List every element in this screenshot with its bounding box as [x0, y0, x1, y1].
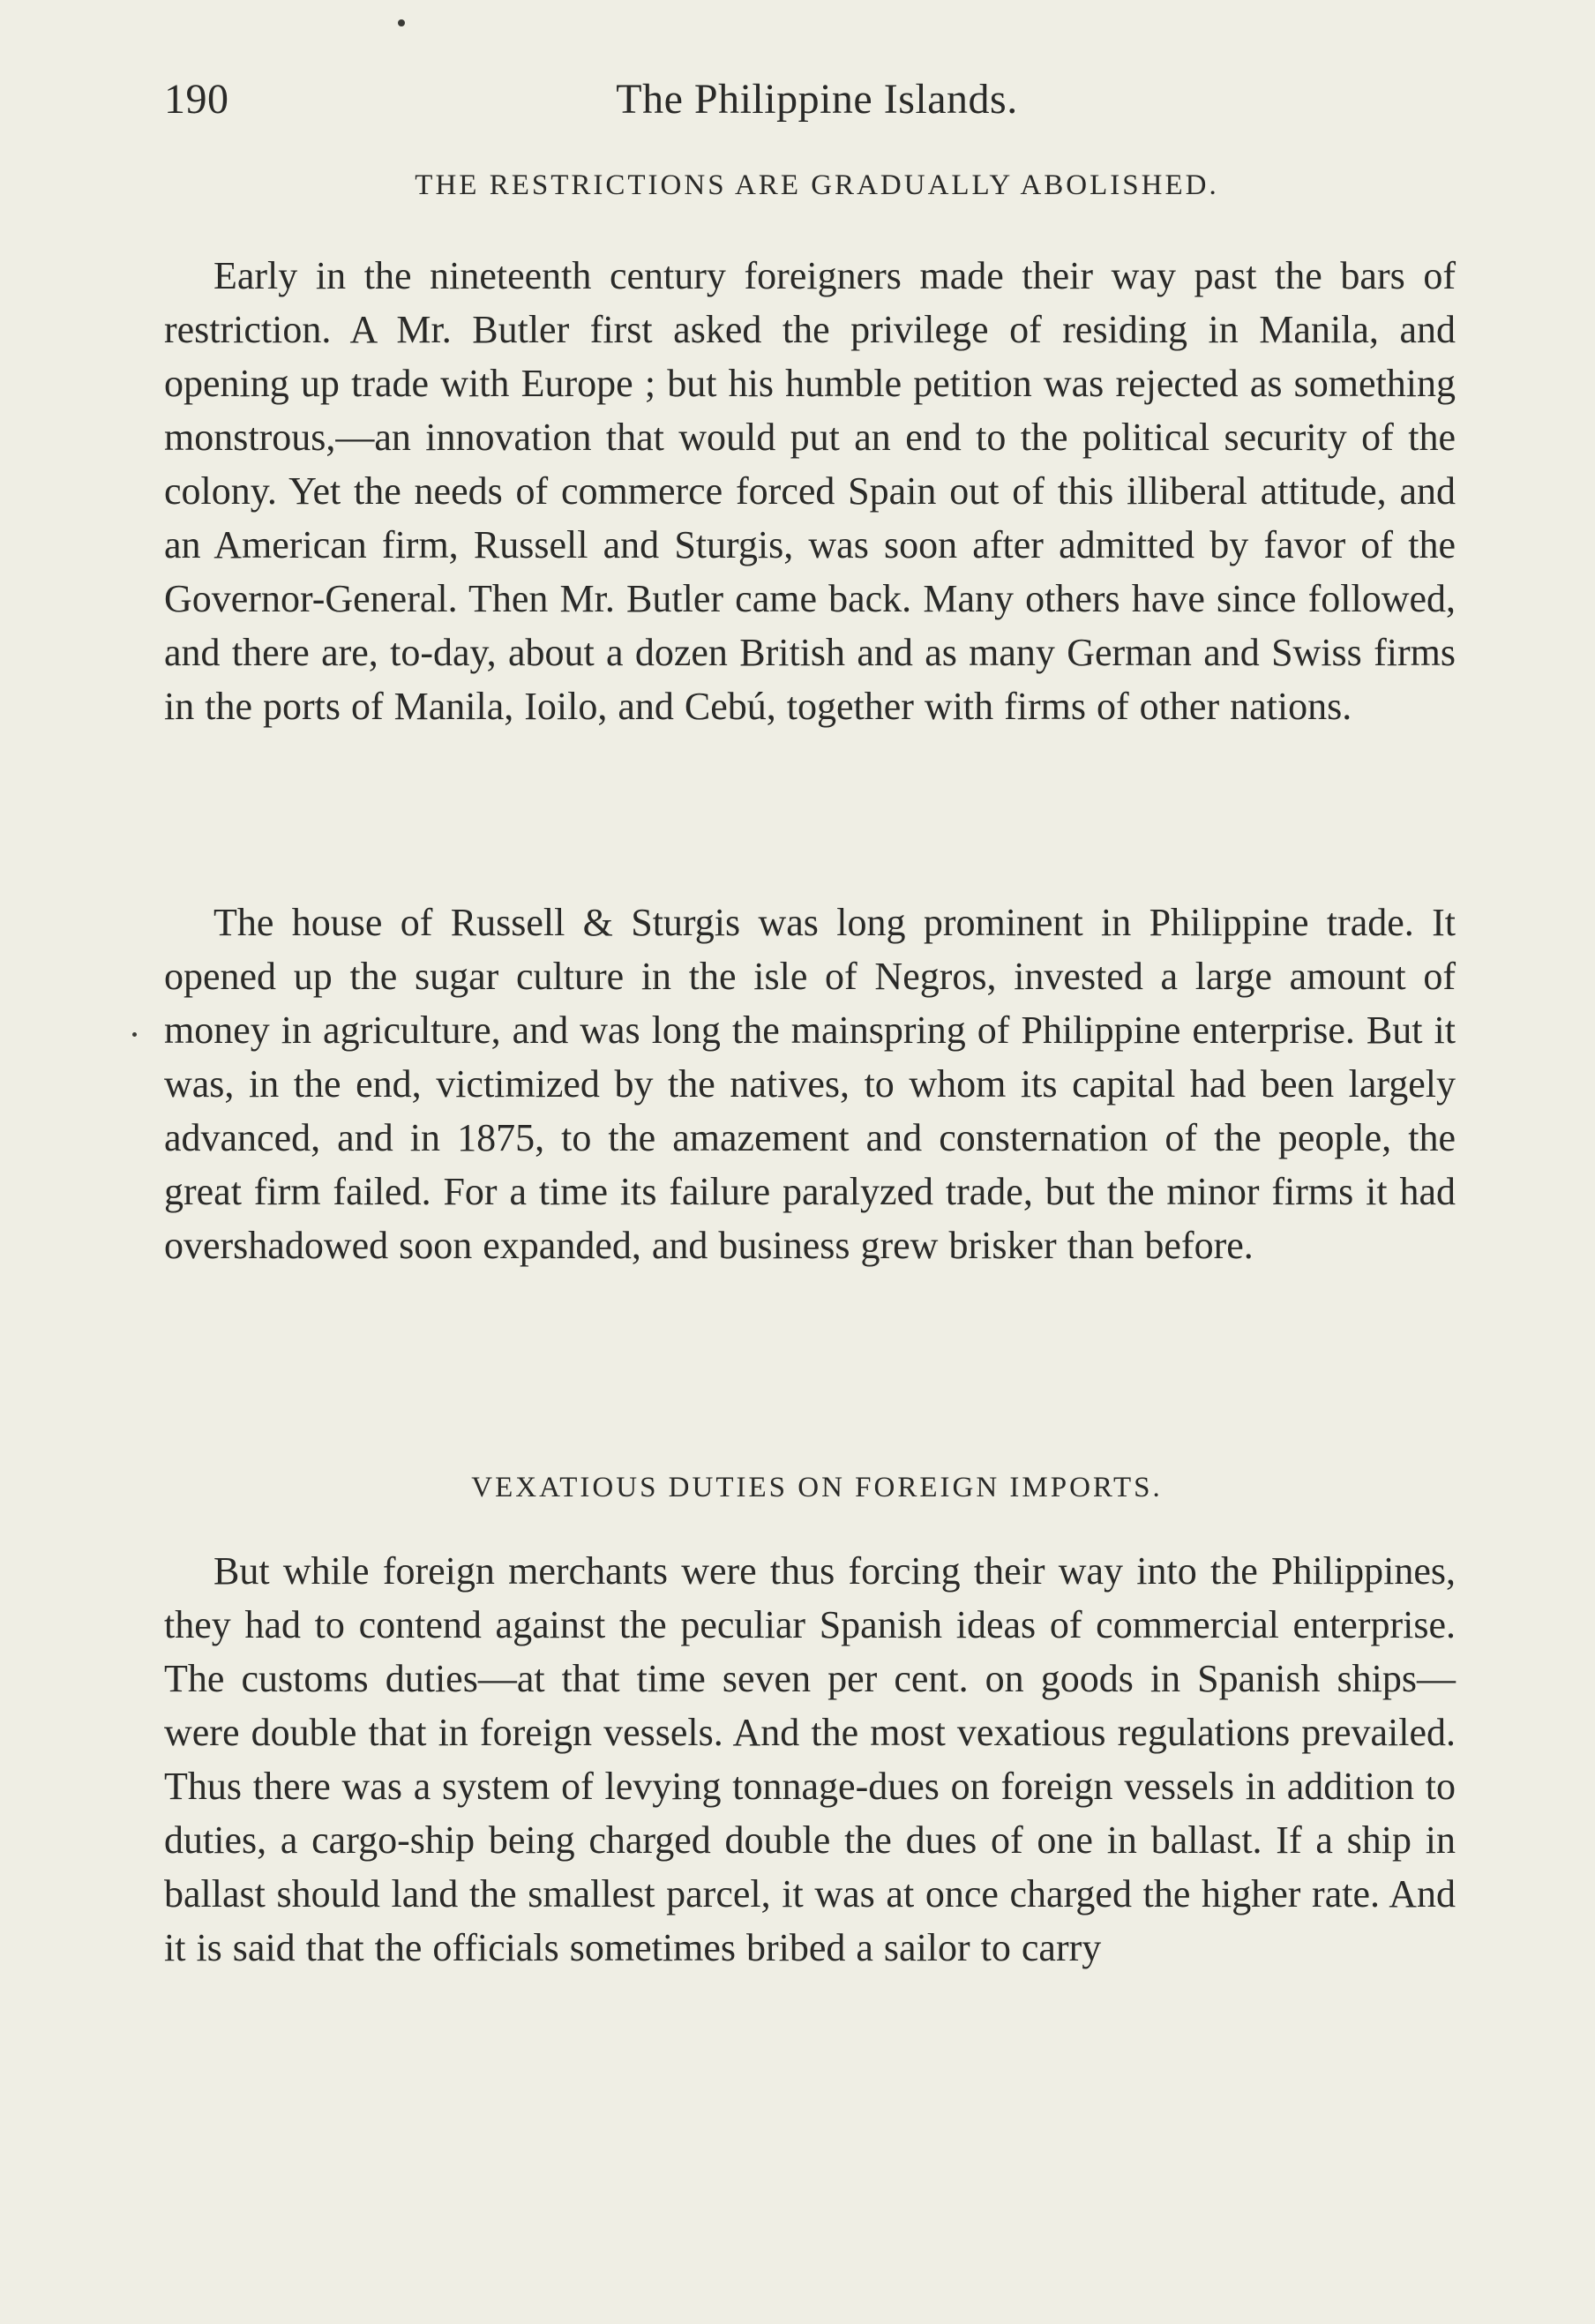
paragraph: Early in the nineteenth century foreigners made their way past the bars of restriction. A Mr. Butler first asked the privilege of residing in Manila, and opening up trade with Europe ; but his humble petition was rejected as something monstrous,—an innovation that would put an end to the political security of the colony. Yet the needs of commerce forced Spain out of this illiberal attitude, and an American firm, Russell and Sturgis, was soon after admitted by favor of the Governor-General. Then Mr. Butler came back. Many others have since followed, and there are, to-day, about a dozen British and as many German and Swiss firms in the ports of Manila, Ioilo, and Cebú, together with firms of other nations.: [164, 254, 1456, 728]
paragraph: But while foreign merchants were thus forcing their way into the Philippines, they had to contend against the peculiar Spanish ideas of commercial enterprise. The customs duties—at that time seven per cent. on goods in Spanish ships—were double that in foreign vessels. And the most vexatious regulations prevailed. Thus there was a system of levying tonnage-dues on foreign vessels in addition to duties, a cargo-ship being charged double the dues of one in ballast. If a ship in ballast should land the smallest parcel, it was at once charged the higher rate. And it is said that the officials sometimes bribed a sailor to carry: [164, 1549, 1456, 1969]
running-title: The Philippine Islands.: [616, 76, 1018, 123]
paragraph: The house of Russell & Sturgis was long prominent in Philippine trade. It opened up the sugar culture in the isle of Negros, invested a large amount of money in agriculture, and was long the mainspring of Philippine enterprise. But it was, in the end, victimized by the natives, to whom its capital had been largely advanced, and in 1875, to the amazement and consternation of the people, the great firm failed. For a time its failure paralyzed trade, but the minor firms it had overshadowed soon expanded, and business grew brisker than before.: [164, 901, 1456, 1267]
page-number: 190: [164, 76, 229, 123]
running-header: [164, 69, 1470, 131]
print-speck: [132, 1032, 137, 1037]
section-heading: VEXATIOUS DUTIES ON FOREIGN IMPORTS.: [471, 1472, 1163, 1503]
section-heading: THE RESTRICTIONS ARE GRADUALLY ABOLISHED.: [415, 169, 1219, 201]
print-speck: [398, 19, 405, 26]
